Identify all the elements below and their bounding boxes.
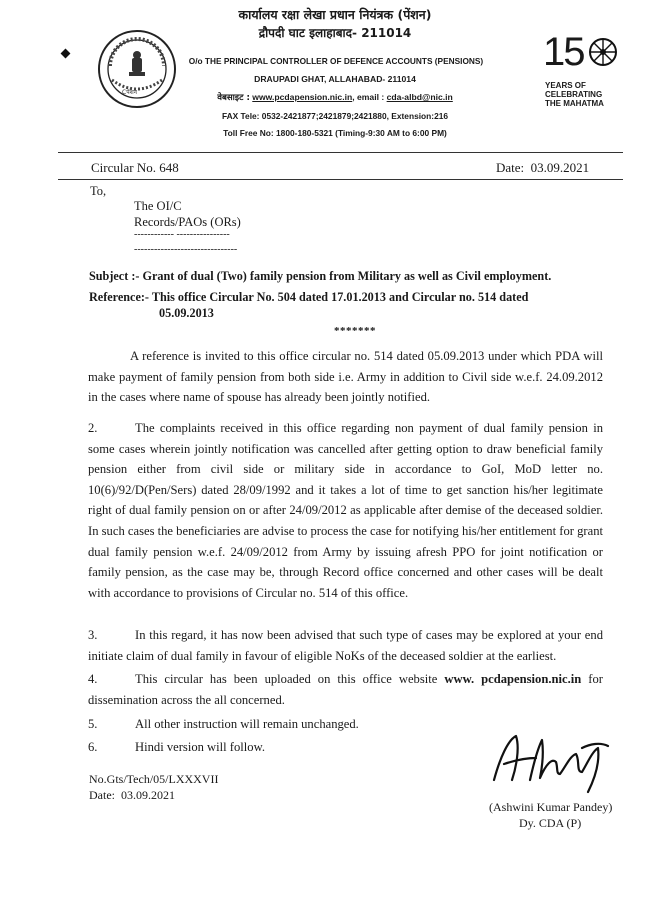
circular-divider [58,179,623,180]
email-label: , email : [352,92,385,102]
reference-line1: Reference:- This office Circular No. 504 dated 17.01.2013 and Circular no. 514 dated [89,290,529,304]
paragraph-2 [88,418,603,603]
diamond-bullet-icon [61,49,71,59]
office-address-hindi: द्रौपदी घाट इलाहाबाद- 211014 [258,26,412,40]
addressee-dash2: ------------------------------- [134,244,238,255]
subject-line [89,269,551,284]
paragraph-3-text: In this regard, it has now been advised that such type of cases may be explored at your end initiate claim of dual family in favour of eligible NoKs of the deceased soldier at the earliest. [88,628,603,663]
addressee-dash1: ------------ ---------------- [134,229,230,240]
years-number-15: 15 [543,30,584,74]
emblem-seal-icon [96,28,178,110]
website-label: वेबसाइट : [217,93,250,103]
subject-text: Grant of dual (Two) family pension from Military as well as Civil employment. [142,269,552,283]
reference-line2: 05.09.2013 [159,306,214,320]
paragraph-3-number: 3. [88,628,98,642]
circular-date: Date: 03.09.2021 [496,160,590,175]
years-line2: CELEBRATING [545,90,603,99]
years-line1: YEARS OF [545,81,586,90]
paragraph-1 [88,346,603,408]
separator-stars: ******* [334,325,376,337]
office-address-english: DRAUPADI GHAT, ALLAHABAD- 211014 [254,74,416,84]
paragraph-4-text-pre: This circular has been uploaded on this office website [135,672,438,686]
signatory-name: (Ashwini Kumar Pandey) [489,800,613,814]
subject-label: Subject :- [89,269,140,283]
paragraph-5-number: 5. [88,717,98,731]
emblem-caption: Cपेंशन [122,89,138,96]
paragraph-3 [88,625,603,666]
paragraph-6-number: 6. [88,740,98,754]
to-label: To, [90,184,107,198]
addressee-line1: The OI/C [134,199,182,213]
contact-line [190,91,480,103]
paragraph-6-text: Hindi version will follow. [135,740,266,754]
paragraph-4 [88,669,603,710]
fax-line: FAX Tele: 0532-2421877;2421879;2421880, Extension:216 [221,111,449,121]
paragraph-2-text: The complaints received in this office regarding non payment of dual family pension in some cases wherein jointly notification was cancelled after getting option to draw beneficial family pension either from civil side or military side in accordance to GoI, MoD letter no. 10(6)/92/D(Pen/Sers) dated 28/09/1992 and it takes a lot of time to get sanction his/her legitimate right of dual family pension on or after 24/09/2012 as applicable after demise of the deceased soldier. In such cases the beneficiaries are advise to process the case for notifying his/her entitlement for grant dual family pension w.e.f. 24/09/2012 from Army by issuing afresh PPO for joint notification or family pension, as the case may be, through Record office concerned and other cases will be dealt with accordance to provisions of Circular no. 514 of this office. [88,421,603,600]
paragraph-4-text-post: for dissemination across the all concerned. [88,672,603,707]
paragraph-5-text: All other instruction will remain unchanged. [135,717,359,731]
footer-date: Date: 03.09.2021 [89,788,175,802]
office-name-hindi: कार्यालय रक्षा लेखा प्रधान नियंत्रक (पेंशन) [238,7,432,22]
footer-ref-no: No.Gts/Tech/05/LXXXVII [89,772,219,786]
signatory-designation: Dy. CDA (P) [519,816,582,830]
signature-icon [486,718,616,798]
charkha-icon [587,36,619,68]
website-link[interactable]: www.pcdapension.nic.in [252,92,353,102]
header-divider [58,152,623,153]
office-name-english: O/o THE PRINCIPAL CONTROLLER OF DEFENCE ACCOUNTS (PENSIONS) [188,56,484,66]
tollfree-line: Toll Free No: 1800-180-5321 (Timing-9:30 AM to 6:00 PM) [223,128,447,138]
paragraph-2-number: 2. [88,421,98,435]
years-line3: THE MAHATMA [545,99,604,108]
paragraph-4-website[interactable]: www. pcdapension.nic.in [444,672,582,686]
paragraph-4-number: 4. [88,672,98,686]
addressee-line2: Records/PAOs (ORs) [134,215,241,229]
years-logo [543,32,639,112]
paragraph-1-text: A reference is invited to this office circular no. 514 dated 05.09.2013 under which PDA will make payment of family pension from both side i.e. Army in addition to Civil side w.e.f. 24.09.2012 in the cases where name of spouse has already been jointly notified. [88,349,603,405]
circular-number: Circular No. 648 [91,160,179,175]
email-link[interactable]: cda-albd@nic.in [386,92,453,102]
